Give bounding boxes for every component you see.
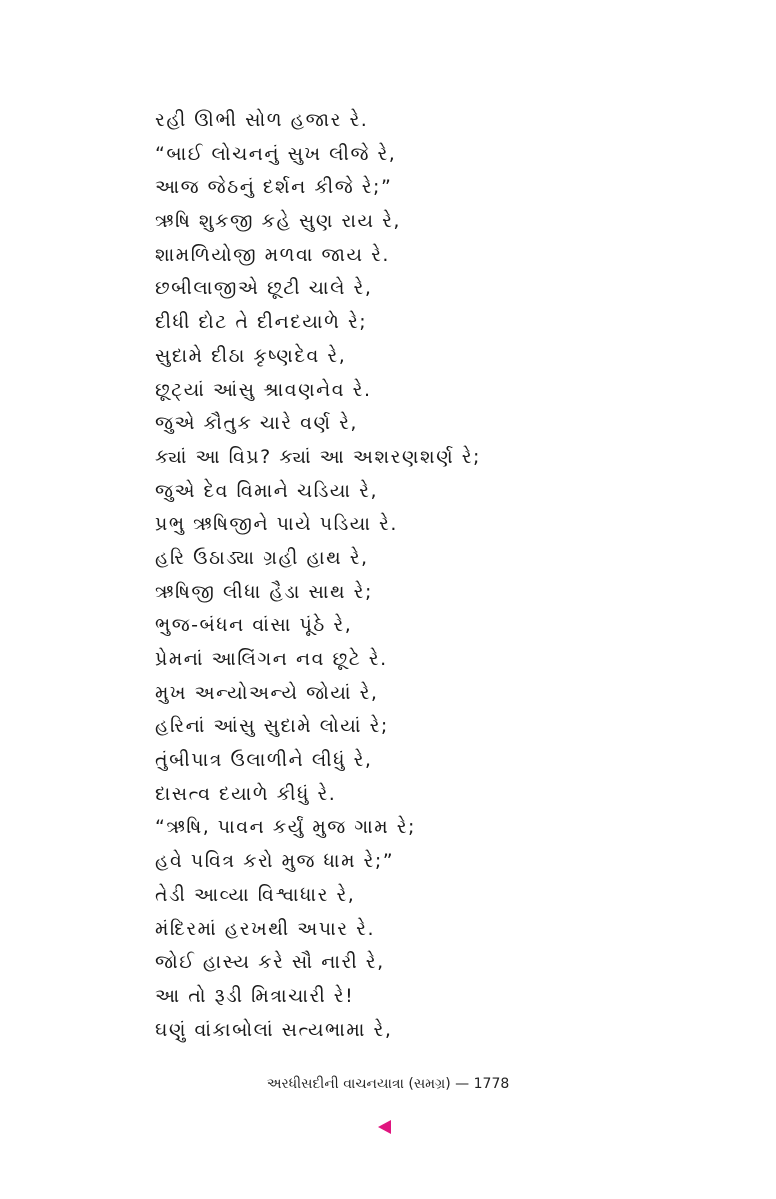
poem-line: જુએ કૌતુક ચારે વર્ણ રે, — [155, 412, 358, 435]
poem-line: ભુજ-બંધન વાંસા પૂંઠે રે, — [155, 614, 353, 637]
poem-line: હરિ ઉઠાડ્યા ગ્રહી હાથ રે, — [155, 546, 369, 569]
poem-line: “બાઈ લોચનનું સુખ લીજે રે, — [155, 142, 397, 165]
poem-line: દીધી દોટ તે દીનદયાળે રે; — [155, 311, 368, 334]
poem-text — [155, 104, 715, 1047]
poem-line: ઋષિ શુકજી કહે સુણ રાય રે, — [155, 210, 401, 233]
poem-line: “ઋષિ, પાવન કર્યું મુજ ગામ રે; — [155, 816, 416, 839]
poem-line: આજ જેઠનું દર્શન કીજે રે;” — [155, 176, 393, 199]
poem-line: શામળિયોજી મળવા જાય રે. — [155, 243, 390, 266]
poem-line: તેડી આવ્યા વિશ્વાધાર રે, — [155, 883, 356, 906]
triangle-left-icon[interactable] — [378, 1120, 391, 1134]
poem-line: હરિનાં આંસુ સુદામે લોયાં રે; — [155, 715, 389, 738]
poem-line: છબીલાજીએ છૂટી ચાલે રે, — [155, 277, 373, 300]
poem-line: રહી ઊભી સોળ હજાર રે. — [155, 109, 369, 131]
poem-line: જોઈ હાસ્ય કરે સૌ નારી રે, — [155, 951, 385, 974]
page-footer: અરધીસદીની વાચનયાત્રા (સમગ્ર) — 1778 — [266, 1076, 510, 1092]
poem-line: પ્રભુ ઋષિજીને પાયે પડિયા રે. — [155, 513, 398, 536]
poem-line: સુદામે દીઠા કૃષ્ણદેવ રે, — [155, 344, 347, 367]
poem-line: મંદિરમાં હરખથી અપાર રે. — [155, 917, 376, 940]
poem-line: જુએ દેવ વિમાને ચડિયા રે, — [155, 479, 378, 502]
poem-line: મુખ અન્યોઅન્યે જોયાં રે, — [155, 681, 379, 704]
poem-line: આ તો રૂડી મિત્રાચારી રે! — [155, 984, 355, 1007]
poem-line: ક્યાં આ વિપ્ર? ક્યાં આ અશરણશર્ણ રે; — [155, 445, 481, 468]
poem-line: તુંબીપાત્ર ઉલાળીને લીધું રે, — [155, 749, 373, 772]
poem-line: છૂટ્યાં આંસુ શ્રાવણનેવ રે. — [155, 378, 372, 401]
poem-line: ઋષિજી લીધા હૈડા સાથ રે; — [155, 580, 373, 603]
poem-line: દાસત્વ દયાળે કીધું રે. — [155, 782, 337, 805]
poem-line: પ્રેમનાં આલિંગન નવ છૂટે રે. — [155, 648, 388, 670]
poem-line: હવે પવિત્ર કરો મુજ ધામ રે;” — [155, 850, 395, 873]
poem-line: ઘણું વાંકાબોલાં સત્યભામા રે, — [155, 1018, 393, 1041]
